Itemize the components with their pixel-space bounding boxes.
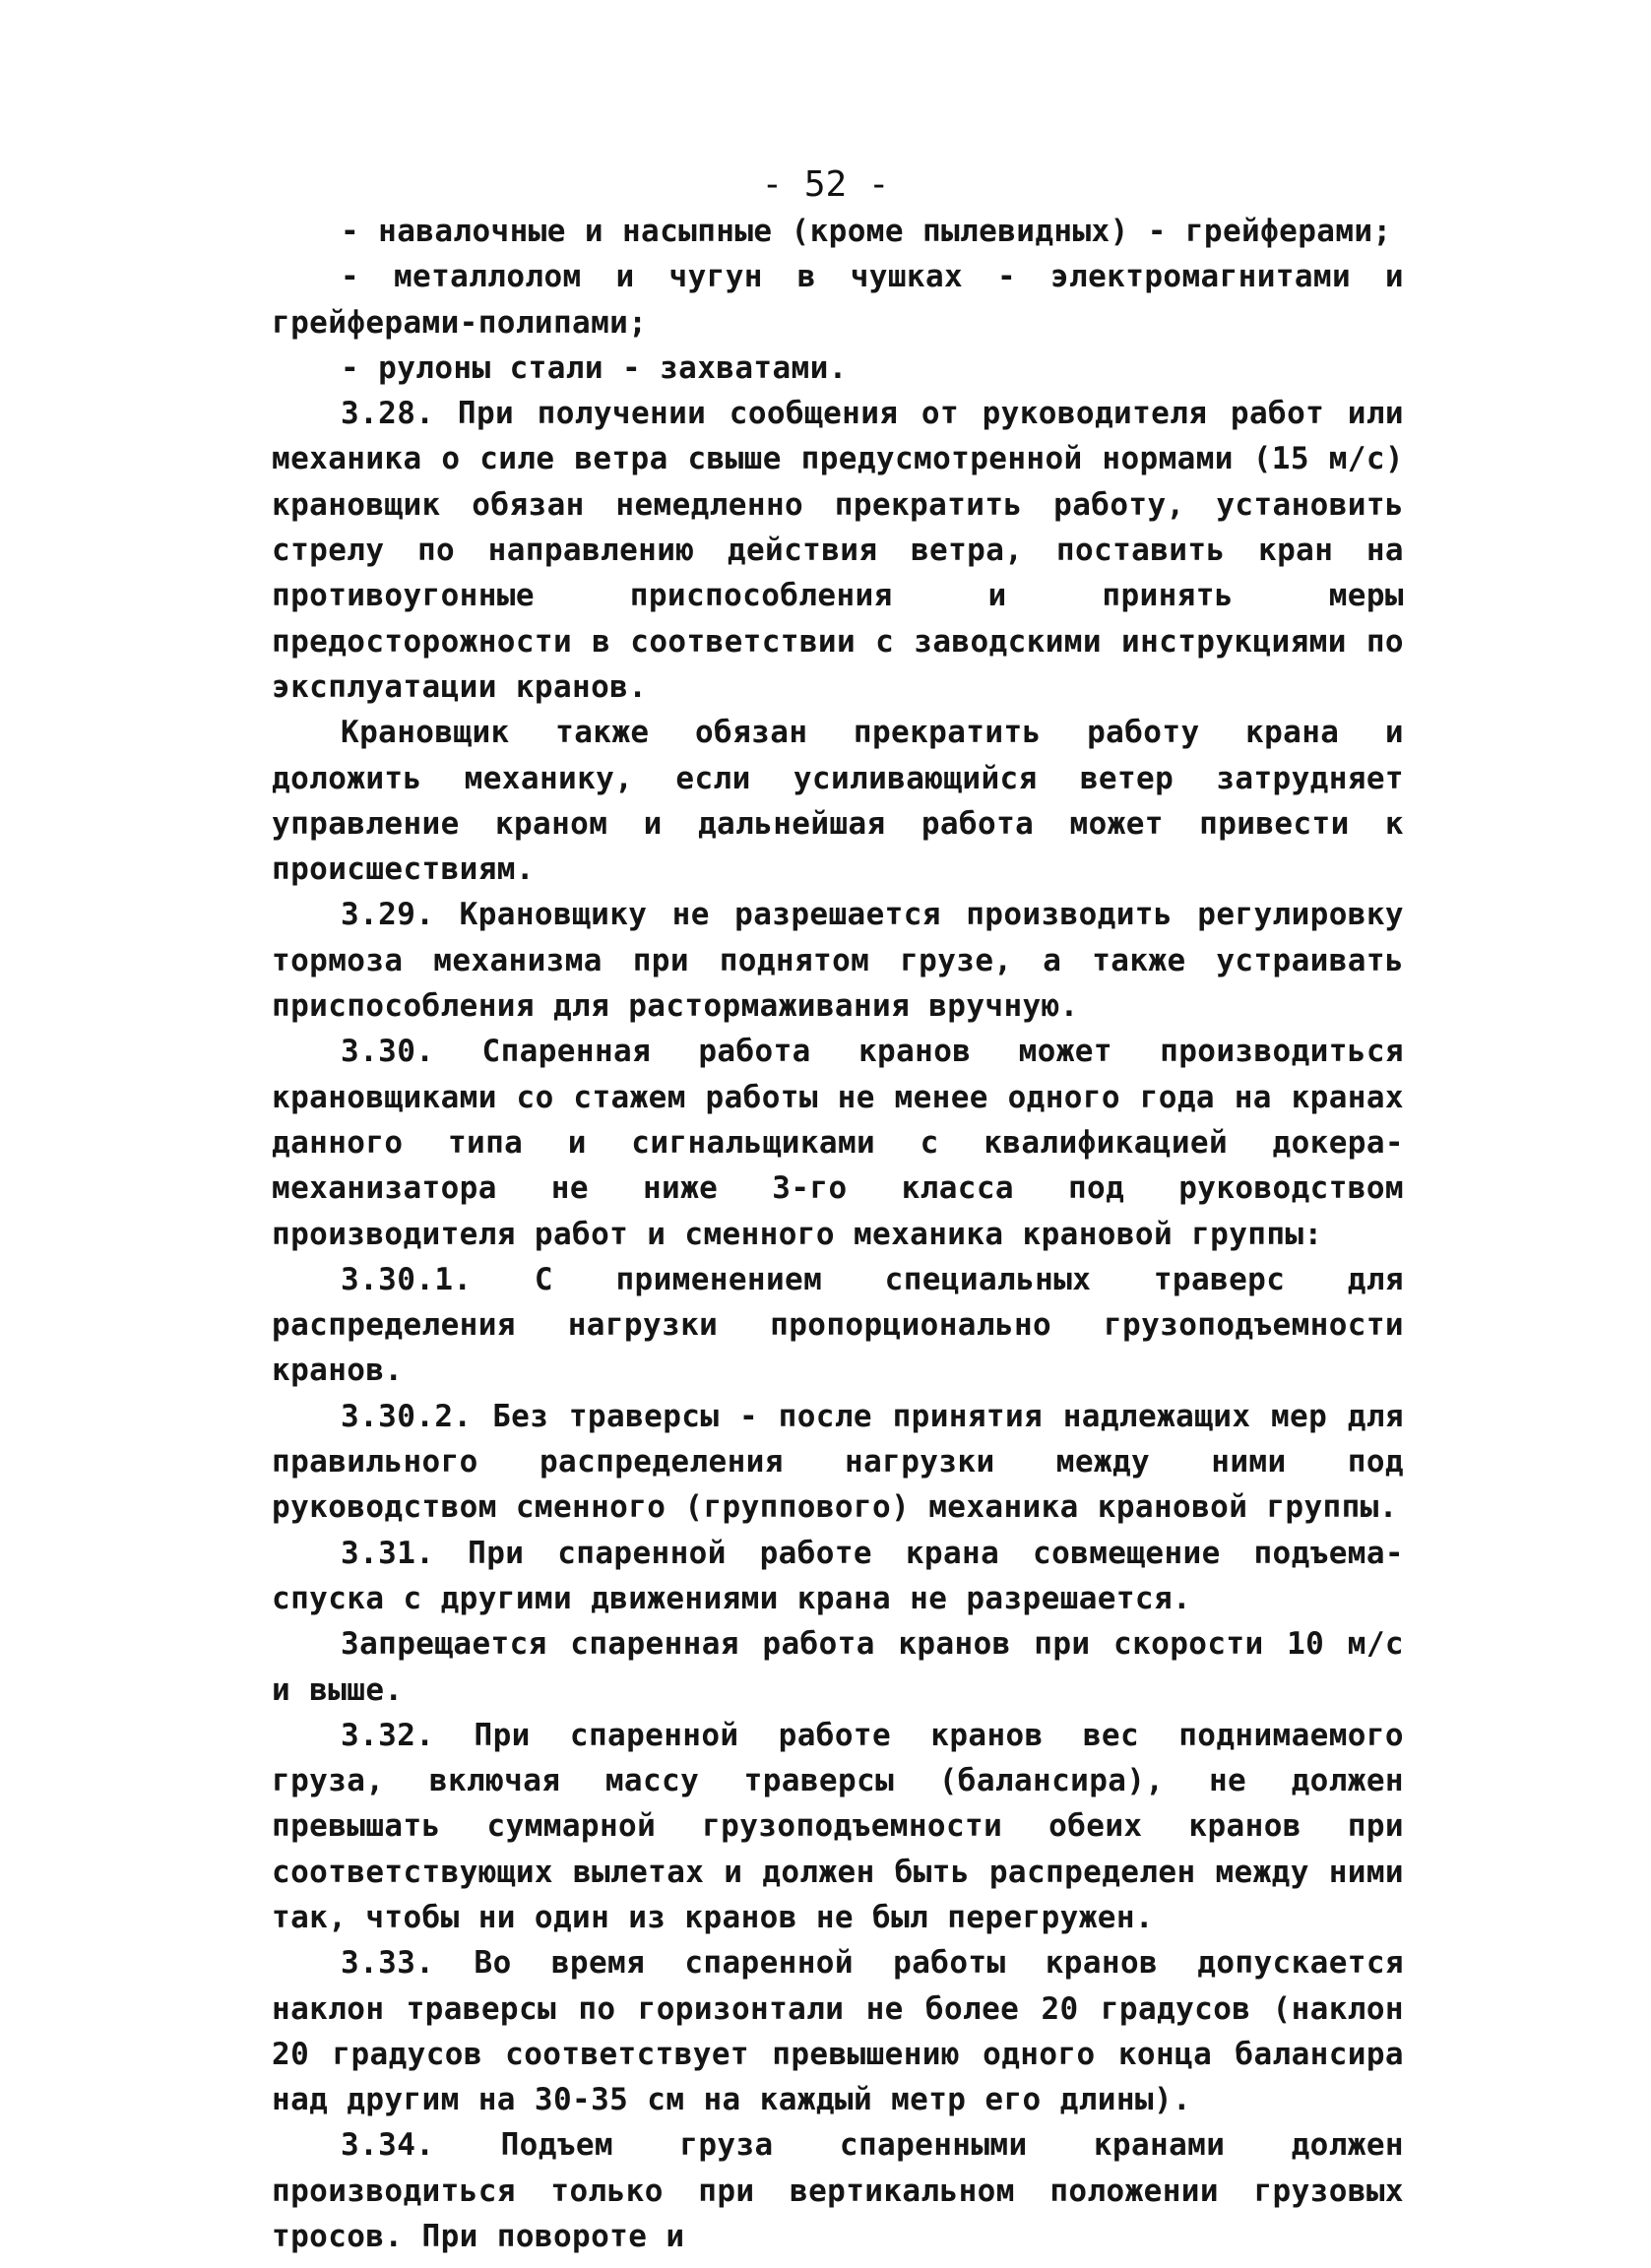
paragraph-3-30: 3.30. Спаренная работа кранов может производиться крановщиками со стажем работы не менее одного года на кранах данного типа и сигнальщиками с квалификацией докера-механизатора не ниже 3-го класса под руководством производителя работ и сменного механика крановой группы:	[272, 1034, 1404, 1252]
list-item-scrap-metal: - металлолом и чугун в чушках - электромагнитами и грейферами-полипами;	[272, 259, 1404, 341]
page-number: - 52 -	[761, 164, 890, 205]
list-item-steel-rolls: - рулоны стали - захватами.	[341, 349, 848, 386]
paragraph-3-30-1: 3.30.1. С применением специальных траверс для распределения нагрузки пропорционально грузоподъемности кранов.	[272, 1261, 1404, 1389]
paragraph-3-32: 3.32. При спаренной работе кранов вес поднимаемого груза, включая массу траверсы (балансира), не должен превышать суммарной грузоподъемности обеих кранов при соответствующих вылетах и должен быть распределен между ними так, чтобы ни один из кранов не был перегружен.	[272, 1717, 1404, 1935]
paragraph-3-28: 3.28. При получении сообщения от руководителя работ или механика о силе ветра свыше предусмотренной нормами (15 м/с) крановщик обязан немедленно прекратить работу, установить стрелу по направлению действия ветра, поставить кран на противоугонные приспособления и принять меры предосторожности в соответствии с заводскими инструкциями по эксплуатации кранов.	[272, 396, 1404, 705]
paragraph-3-31: 3.31. При спаренной работе крана совмещение подъема-спуска с другими движениями крана не разрешается.	[272, 1535, 1404, 1616]
list-item-bulk-cargo: - навалочные и насыпные (кроме пылевидных) - грейферами;	[341, 214, 1392, 249]
paragraph-3-28-continued: Крановщик также обязан прекратить работу крана и доложить механику, если усиливающийся ветер затрудняет управление краном и дальнейшая работа может привести к происшествиям.	[272, 715, 1404, 888]
paragraph-3-30-2: 3.30.2. Без траверсы - после принятия надлежащих мер для правильного распределения нагрузки между ними под руководством сменного (группового) механика крановой группы.	[272, 1398, 1404, 1526]
paragraph-3-29: 3.29. Крановщику не разрешается производить регулировку тормоза механизма при поднятом грузе, а также устраивать приспособления для растормаживания вручную.	[272, 897, 1404, 1025]
paragraph-3-31-continued: Запрещается спаренная работа кранов при скорости 10 м/с и выше.	[272, 1626, 1404, 1708]
paragraph-3-34: 3.34. Подъем груза спаренными кранами должен производиться только при вертикальном положении грузовых тросов. При повороте и	[272, 2127, 1404, 2255]
document-body	[272, 209, 1404, 2259]
paragraph-3-33: 3.33. Во время спаренной работы кранов допускается наклон траверсы по горизонтали не более 20 градусов (наклон 20 градусов соответствует превышению одного конца балансира над другим на 30-35 см на каждый метр его длины).	[272, 1945, 1404, 2118]
